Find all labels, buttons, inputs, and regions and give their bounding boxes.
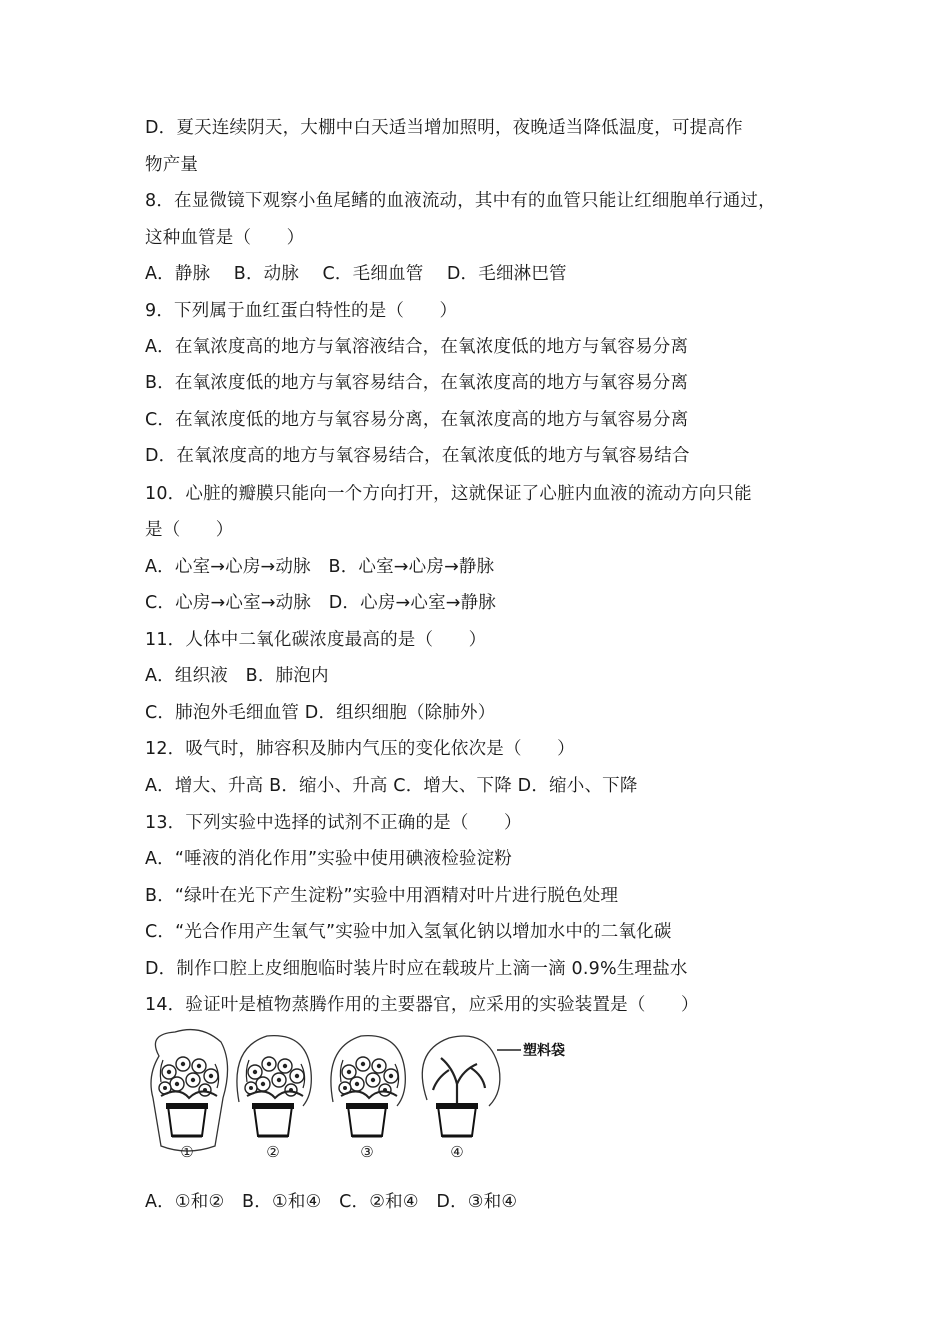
question-13-option-b: B．“绿叶在光下产生淀粉”实验中用酒精对叶片进行脱色处理 bbox=[145, 886, 619, 906]
question-10-line1: 10．心脏的瓣膜只能向一个方向打开，这就保证了心脏内血液的流动方向只能 bbox=[145, 484, 752, 504]
question-10-options-ab: A．心室→心房→动脉 B．心室→心房→静脉 bbox=[145, 557, 495, 577]
question-14-options: A．①和② B．①和④ C．②和④ D．③和④ bbox=[145, 1192, 518, 1212]
figure-label-2: ② bbox=[266, 1143, 280, 1161]
question-13-stem: 13．下列实验中选择的试剂不正确的是（ ） bbox=[145, 813, 522, 833]
question-9-option-a: A．在氧浓度高的地方与氧溶液结合，在氧浓度低的地方与氧容易分离 bbox=[145, 337, 689, 357]
question-12-options: A．增大、升高 B．缩小、升高 C．增大、下降 D．缩小、下降 bbox=[145, 776, 638, 796]
question-8-line2: 这种血管是（ ） bbox=[145, 228, 305, 248]
plastic-bag-label: 塑料袋 bbox=[523, 1043, 565, 1059]
figure-label-1: ① bbox=[180, 1143, 194, 1161]
question-14-stem: 14．验证叶是植物蒸腾作用的主要器官，应采用的实验装置是（ ） bbox=[145, 995, 699, 1015]
option-7d-line2: 物产量 bbox=[145, 155, 199, 175]
question-9-option-c: C．在氧浓度低的地方与氧容易分离，在氧浓度高的地方与氧容易分离 bbox=[145, 410, 689, 430]
question-11-options-ab: A．组织液 B．肺泡内 bbox=[145, 666, 329, 686]
option-7d-line1: D．夏天连续阴天，大棚中白天适当增加照明，夜晚适当降低温度，可提高作 bbox=[145, 118, 743, 138]
question-9-option-b: B．在氧浓度低的地方与氧容易结合，在氧浓度高的地方与氧容易分离 bbox=[145, 373, 689, 393]
figure-label-4: ④ bbox=[450, 1143, 464, 1161]
question-8-options: A．静脉 B．动脉 C．毛细血管 D．毛细淋巴管 bbox=[145, 264, 567, 284]
question-8-line1: 8．在显微镜下观察小鱼尾鳍的血液流动，其中有的血管只能让红细胞单行通过， bbox=[145, 191, 776, 211]
question-11-stem: 11．人体中二氧化碳浓度最高的是（ ） bbox=[145, 630, 487, 650]
question-9-stem: 9．下列属于血红蛋白特性的是（ ） bbox=[145, 301, 458, 321]
question-10-line2: 是（ ） bbox=[145, 520, 234, 540]
figure-label-3: ③ bbox=[360, 1143, 374, 1161]
question-13-option-c: C．“光合作用产生氧气”实验中加入氢氧化钠以增加水中的二氧化碳 bbox=[145, 922, 672, 942]
question-12-stem: 12．吸气时，肺容积及肺内气压的变化依次是（ ） bbox=[145, 739, 575, 759]
question-13-option-d: D．制作口腔上皮细胞临时装片时应在载玻片上滴一滴 0.9%生理盐水 bbox=[145, 959, 688, 979]
question-11-options-cd: C．肺泡外毛细血管 D．组织细胞（除肺外） bbox=[145, 703, 496, 723]
question-10-options-cd: C．心房→心室→动脉 D．心房→心室→静脉 bbox=[145, 593, 497, 613]
transpiration-experiment-figure bbox=[145, 1028, 565, 1163]
question-13-option-a: A．“唾液的消化作用”实验中使用碘液检验淀粉 bbox=[145, 849, 513, 869]
question-9-option-d: D．在氧浓度高的地方与氧容易结合，在氧浓度低的地方与氧容易结合 bbox=[145, 446, 690, 466]
